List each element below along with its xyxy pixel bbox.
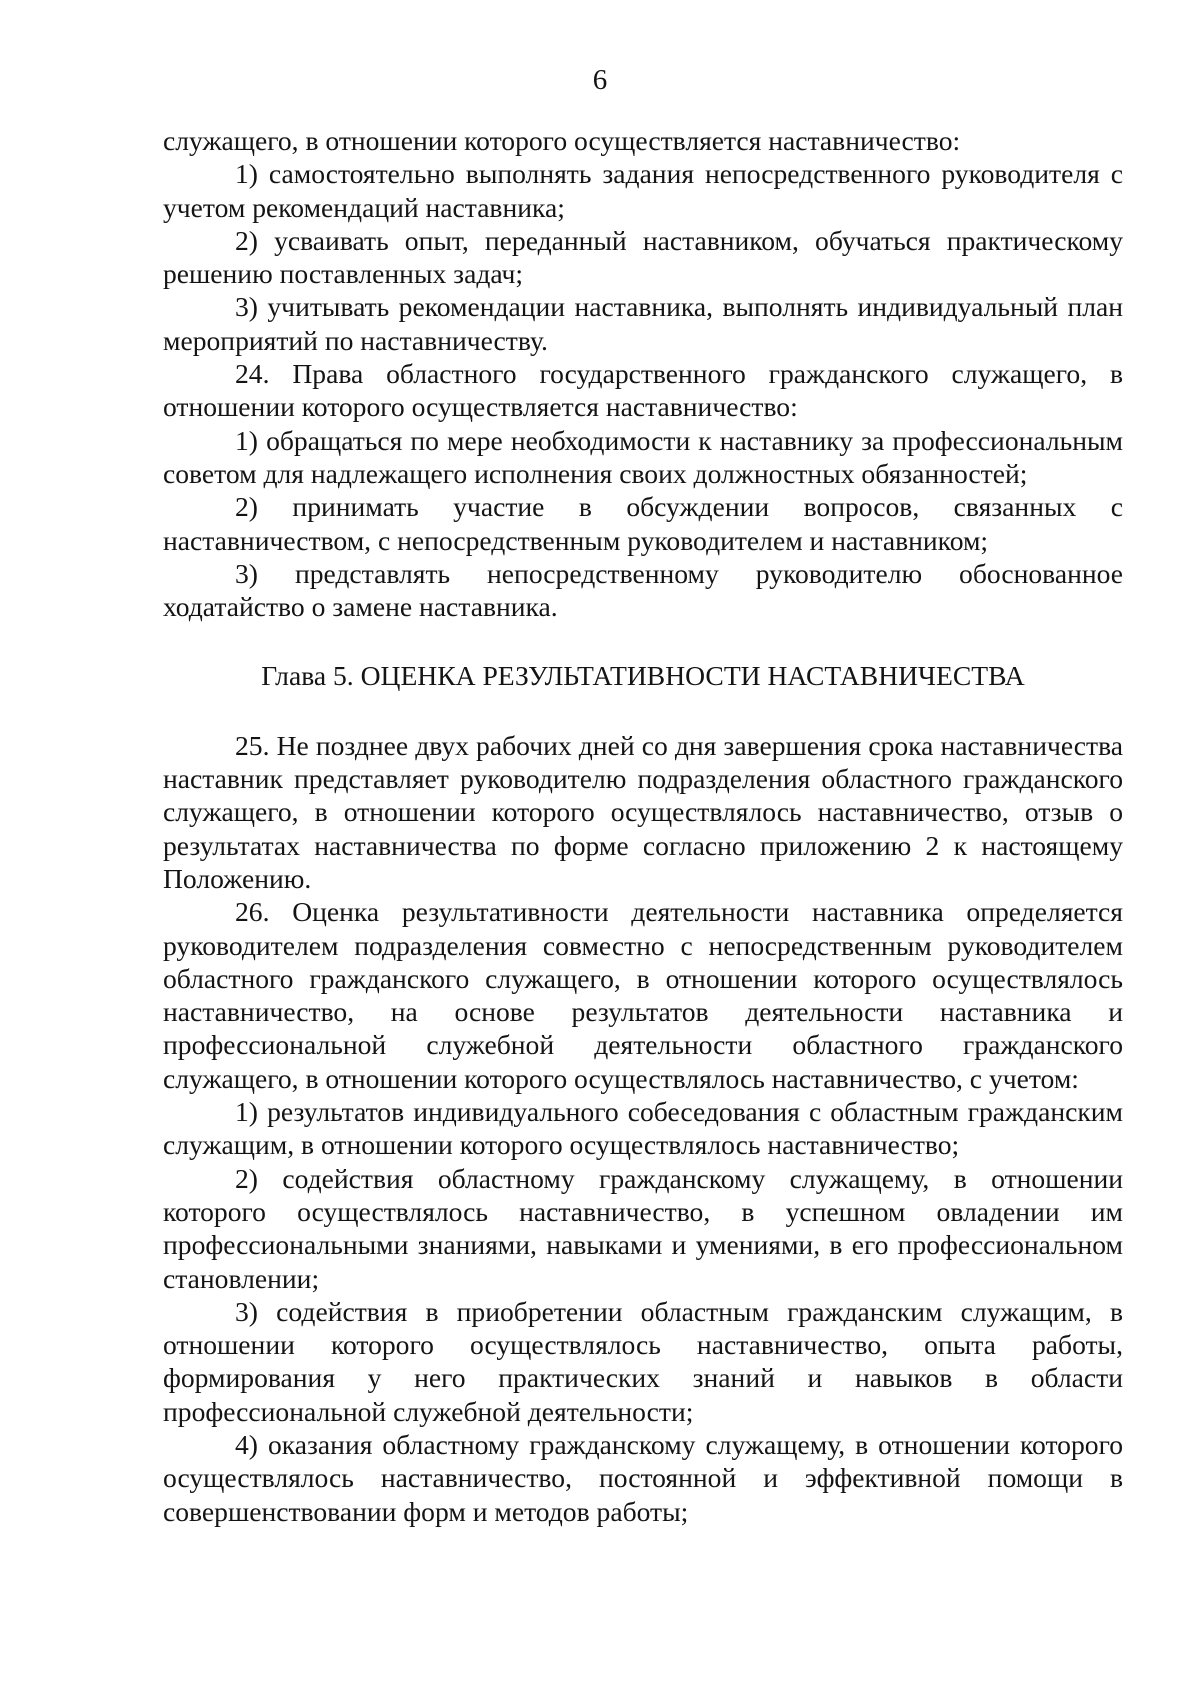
section-after-heading [163,729,1123,1528]
paragraph: 2) усваивать опыт, переданный наставником, обучаться практическому решению поставленных задач; [163,224,1123,290]
paragraph: 2) содействия областному гражданскому служащему, в отношении которого осуществлялось наставничество, в успешном овладении им профессиональными знаниями, навыками и умениями, в его профессиональном становлении; [163,1162,1123,1294]
paragraph: 25. Не позднее двух рабочих дней со дня завершения срока наставничества наставник представляет руководителю подразделения областного гражданского служащего, в отношении которого осуществлялось наставничество, отзыв о результатах наставничества по форме согласно приложению 2 к настоящему Положению. [163,729,1123,894]
paragraph: 24. Права областного государственного гражданского служащего, в отношении которого осуществляется наставничество: [163,358,1123,423]
page-number: 6 [592,64,608,96]
document-body [163,124,1123,1528]
paragraph: 3) представлять непосредственному руководителю обоснованное ходатайство о замене наставника. [163,557,1123,623]
paragraph: 2) принимать участие в обсуждении вопросов, связанных с наставничеством, с непосредственным руководителем и наставником; [163,491,1123,556]
paragraph: служащего, в отношении которого осуществляется наставничество: [163,125,961,156]
paragraph: 1) результатов индивидуального собеседования с областным гражданским служащим, в отношении которого осуществлялось наставничество; [163,1096,1123,1161]
chapter-heading: Глава 5. ОЦЕНКА РЕЗУЛЬТАТИВНОСТИ НАСТАВНИЧЕСТВА [261,660,1025,692]
section-before-heading [163,124,1123,623]
paragraph: 3) учитывать рекомендации наставника, выполнять индивидуальный план мероприятий по наставничеству. [163,291,1123,356]
paragraph: 3) содействия в приобретении областным гражданским служащим, в отношении которого осуществлялось наставничество, опыта работы, формирования у него практических знаний и навыков в области профессиональной служебной деятельности; [163,1295,1123,1427]
paragraph: 26. Оценка результативности деятельности наставника определяется руководителем подразделения совместно с непосредственным руководителем областного гражданского служащего, в отношении которого осуществлялось наставничество, на основе результатов деятельности наставника и профессиональной служебной деятельности областного гражданского служащего, в отношении которого осуществлялось наставничество, с учетом: [163,896,1123,1094]
paragraph: 1) самостоятельно выполнять задания непосредственного руководителя с учетом рекомендаций наставника; [163,158,1123,223]
paragraph: 1) обращаться по мере необходимости к наставнику за профессиональным советом для надлежащего исполнения своих должностных обязанностей; [163,424,1123,489]
paragraph: 4) оказания областному гражданскому служащему, в отношении которого осуществлялось наставничество, постоянной и эффективной помощи в совершенствовании форм и методов работы; [163,1428,1123,1527]
